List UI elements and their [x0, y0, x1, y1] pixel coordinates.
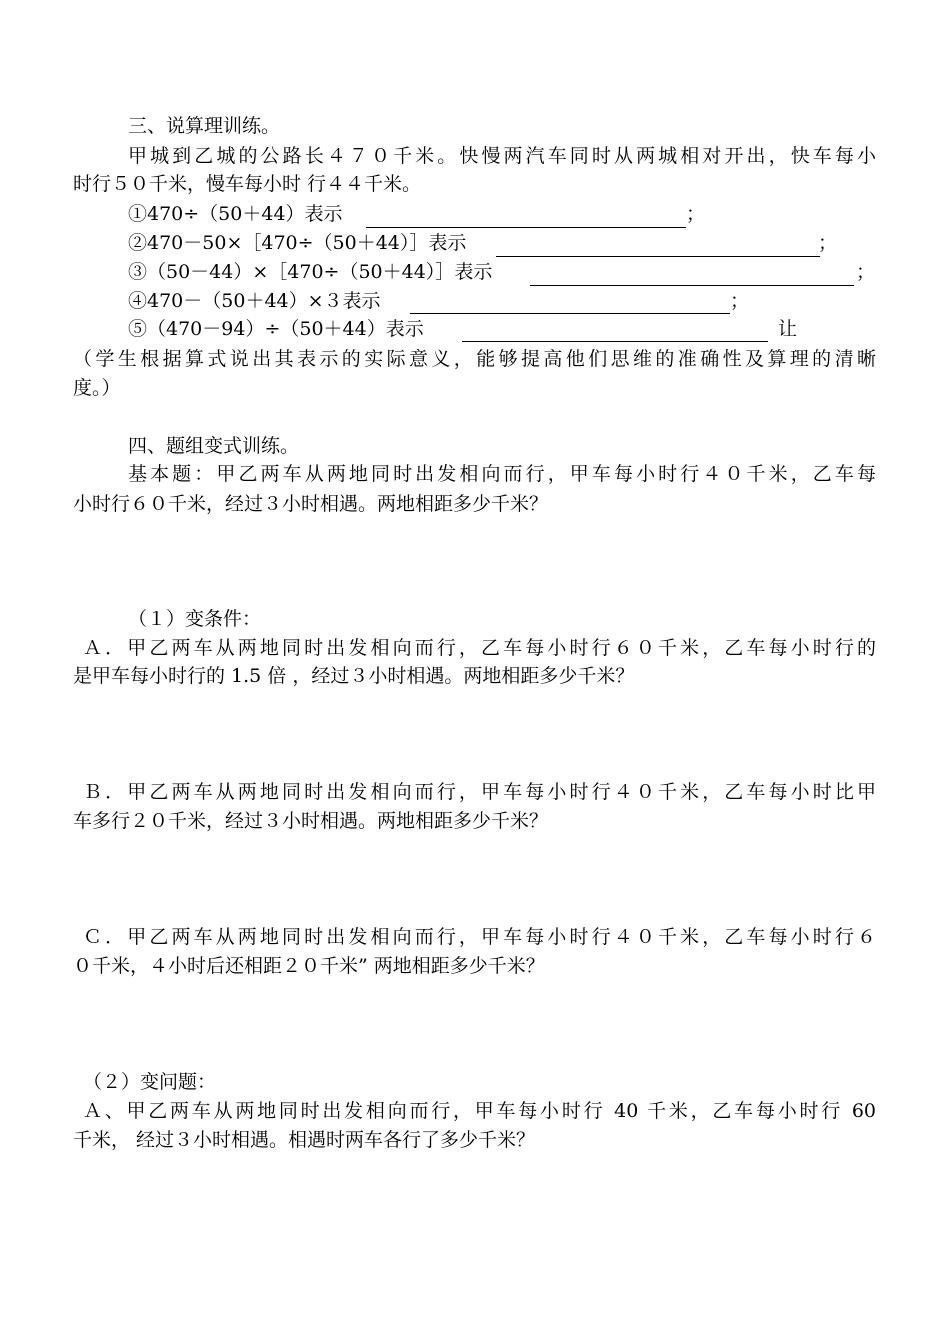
expression-item-2: ②470－50×［470÷（50＋44）］表示: [128, 232, 467, 254]
condition-b-line-1: Ｂ．甲乙两车从两地同时出发相向而行，甲车每小时行４０千米，乙车每小时比甲: [83, 781, 876, 803]
teacher-note-line-2: 度。）: [73, 377, 121, 399]
expression-item-5: ⑤（470－94）÷（50＋44）表示: [128, 318, 424, 340]
answer-blank-4[interactable]: [410, 313, 730, 314]
condition-b-line-2: 车多行２０千米，经过３小时相遇。两地相距多少千米？: [73, 810, 549, 832]
condition-a-line-2: 是甲车每小时行的 1.5 倍 ，经过３小时相遇。两地相距多少千米？: [73, 665, 635, 687]
change-question-label: （２）变问题：: [83, 1071, 217, 1093]
condition-a-line-1: Ａ．甲乙两车从两地同时出发相向而行，乙车每小时行６０千米，乙车每小时行的: [83, 637, 876, 659]
answer-blank-2[interactable]: [496, 256, 820, 257]
condition-c-line-1: Ｃ．甲乙两车从两地同时出发相向而行，甲车每小时行４０千米，乙车每小时行６: [83, 926, 876, 948]
answer-blank-1[interactable]: [366, 227, 686, 228]
answer-blank-3[interactable]: [530, 285, 854, 286]
section-3-problem-line-1: 甲城到乙城的公路长４７０千米。快慢两汽车同时从两城相对开出，快车每小: [128, 145, 876, 167]
teacher-note-line-1: （学生根据算式说出其表示的实际意义，能够提高他们思维的准确性及算理的清晰: [73, 348, 876, 370]
expression-item-4-end: ；: [730, 290, 750, 312]
expression-item-5-end: 让: [778, 318, 798, 340]
change-condition-label: （１）变条件：: [128, 608, 262, 630]
section-4-heading: 四、题组变式训练。: [128, 435, 300, 457]
basic-problem-line-1: 基本题：甲乙两车从两地同时出发相向而行，甲车每小时行４０千米，乙车每: [128, 463, 876, 485]
expression-item-1: ①470÷（50＋44）表示: [128, 203, 343, 225]
condition-c-line-2: ０千米，４小时后还相距２０千米” 两地相距多少千米？: [73, 955, 545, 977]
section-3-heading: 三、说算理训练。: [128, 115, 281, 137]
question-a-line-2: 千米， 经过３小时相遇。相遇时两车各行了多少千米？: [73, 1129, 536, 1151]
section-3-problem-line-2: 时行５０千米，慢车每小时 行４４千米。: [73, 173, 422, 195]
expression-item-3: ③（50－44）×［470÷（50＋44）］表示: [128, 261, 493, 283]
basic-problem-line-2: 小时行６０千米，经过３小时相遇。两地相距多少千米？: [73, 493, 549, 515]
expression-item-1-end: ；: [686, 203, 706, 225]
answer-blank-5[interactable]: [462, 341, 768, 342]
question-a-line-1: Ａ、甲乙两车从两地同时出发相向而行，甲车每小时行 40 千米，乙车每小时行 60: [83, 1100, 876, 1122]
expression-item-2-end: ；: [818, 232, 838, 254]
expression-item-4: ④470－（50＋44）×３表示: [128, 290, 381, 312]
expression-item-3-end: ；: [856, 261, 876, 283]
